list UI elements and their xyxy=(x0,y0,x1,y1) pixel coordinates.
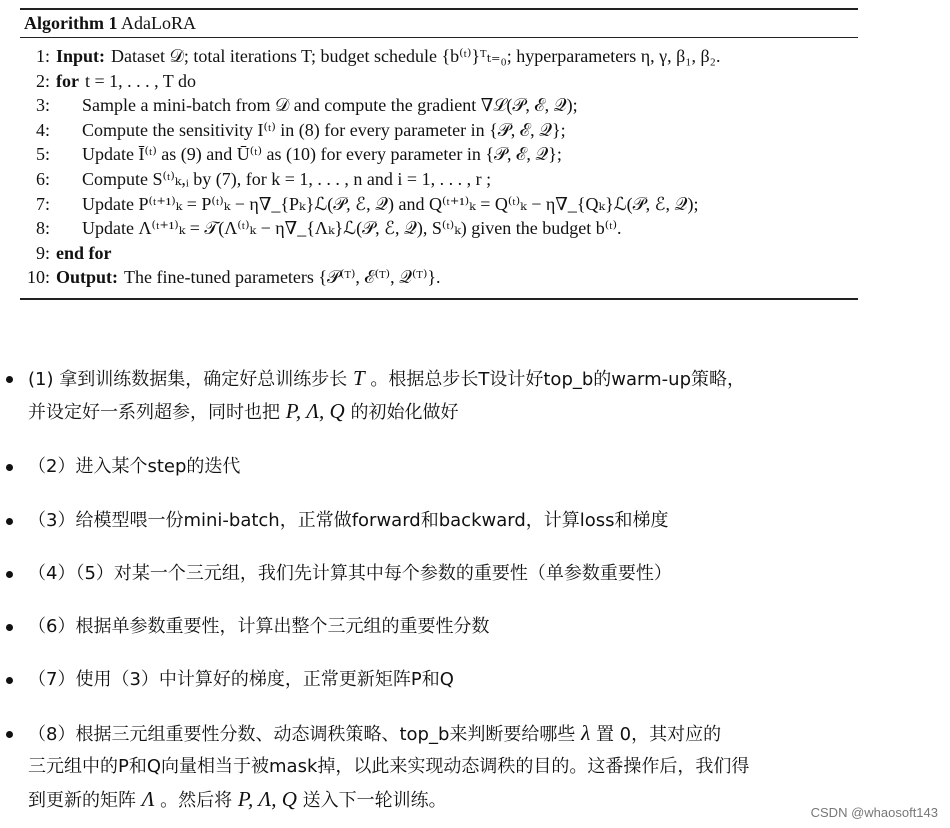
bullet-icon xyxy=(6,464,13,471)
bullet-icon xyxy=(6,731,13,738)
bullet-icon xyxy=(6,624,13,631)
algorithm-line: 7: Update P⁽ᵗ⁺¹⁾ₖ = P⁽ᵗ⁾ₖ − η∇_{Pₖ}ℒ(𝒫, ℰ, 𝒬) and Q⁽ᵗ⁺¹⁾ₖ = Q⁽ᵗ⁾ₖ − η∇_{Qₖ}ℒ(𝒫, ℰ, 𝒬); xyxy=(35,193,699,214)
algorithm-line: 8: Update Λ⁽ᵗ⁺¹⁾ₖ = 𝒯(Λ⁽ᵗ⁾ₖ − η∇_{Λₖ}ℒ(𝒫, ℰ, 𝒬), S⁽ᵗ⁾ₖ) given the budget b⁽ᵗ⁾. xyxy=(35,218,622,239)
algorithm-label: Algorithm 1 xyxy=(24,13,118,33)
bullet-icon xyxy=(6,677,13,684)
bullet-icon xyxy=(6,518,13,525)
algorithm-line: 3: Sample a mini-batch from 𝒟 and compute the gradient ∇ℒ(𝒫, ℰ, 𝒬); xyxy=(35,95,578,116)
algorithm-bottom-rule xyxy=(20,298,858,300)
algorithm-line: 9: end for xyxy=(35,242,112,263)
algorithm-line: 2: for t = 1, . . . , T do xyxy=(35,70,196,91)
watermark: CSDN @whaosoft143 xyxy=(810,805,938,820)
algorithm-body xyxy=(20,38,858,290)
algorithm-box xyxy=(20,8,858,300)
algorithm-line: 6: Compute S⁽ᵗ⁾ₖ,ᵢ by (7), for k = 1, . . . , n and i = 1, . . . , r ; xyxy=(35,168,492,189)
algorithm-line: 5: Update Ī⁽ᵗ⁾ as (9) and Ū⁽ᵗ⁾ as (10) for every parameter in {𝒫, ℰ, 𝒬}; xyxy=(35,144,562,165)
list-item: （8）根据三元组重要性分数、动态调秩策略、top_b来判断要给哪些 λ 置 0，其对应的 三元组中的P和Q向量相当于被mask掉，以此来实现动态调秩的目的。这番操作后，我们得 到更新的矩阵 Λ 。然后将 P, Λ, Q 送入下一轮训练。 xyxy=(0,717,950,817)
algorithm-name: AdaLoRA xyxy=(121,13,197,33)
list-item: (1) 拿到训练数据集，确定好总训练步长 T 。根据总步长T设计好top_b的warm-up策略， 并设定好一系列超参，同时也把 P, Λ, Q 的初始化做好 xyxy=(0,362,950,432)
algorithm-line: 1: Input: Dataset 𝒟; total iterations T; budget schedule {b⁽ᵗ⁾}ᵀₜ₌₀; hyperparameters η, γ, β₁, β₂. xyxy=(35,46,721,66)
bullet-icon xyxy=(6,571,13,578)
algorithm-line: 4: Compute the sensitivity I⁽ᵗ⁾ in (8) for every parameter in {𝒫, ℰ, 𝒬}; xyxy=(35,119,566,140)
algorithm-title xyxy=(20,10,858,37)
bullet-icon xyxy=(6,376,13,383)
algorithm-line: 10: Output: The fine-tuned parameters {𝒫⁽ᵀ⁾, ℰ⁽ᵀ⁾, 𝒬⁽ᵀ⁾}. xyxy=(26,267,441,288)
